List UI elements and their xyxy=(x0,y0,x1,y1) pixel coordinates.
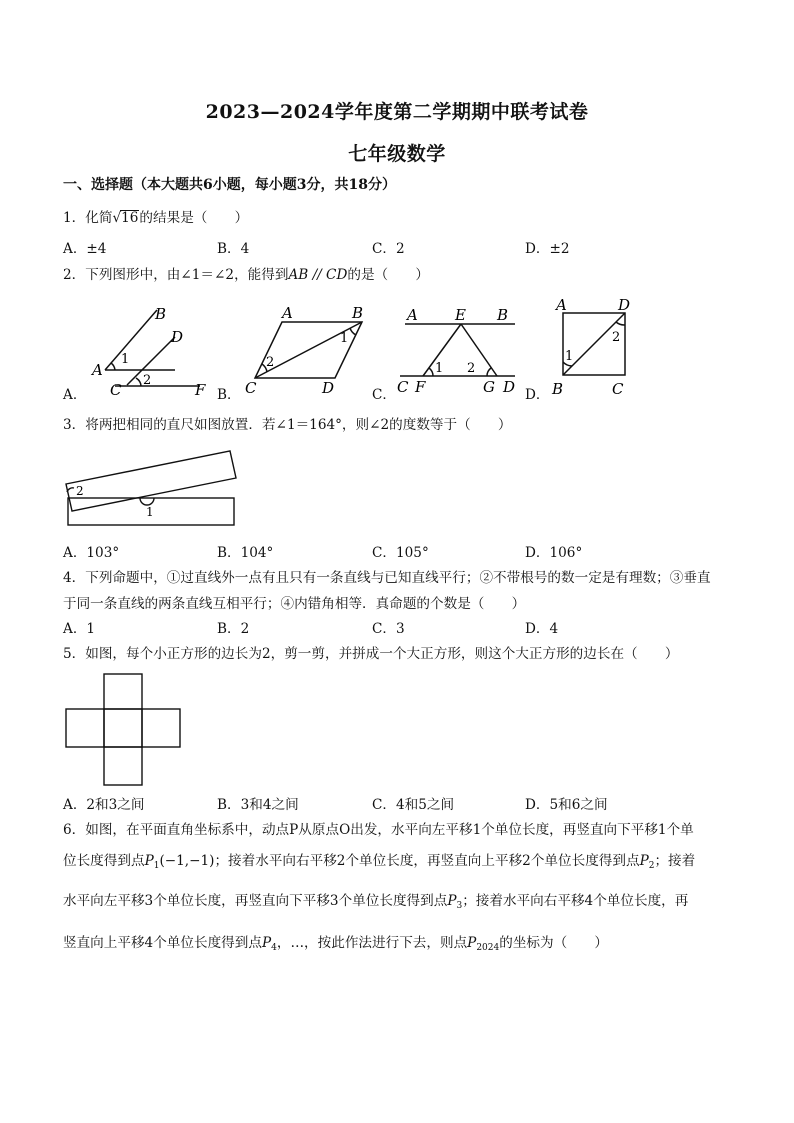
question-2 xyxy=(63,266,429,284)
q3-option-b: B．104° xyxy=(217,545,274,561)
fig-b-angle-1: 1 xyxy=(340,331,349,346)
fig-c-label-e: E xyxy=(455,306,466,324)
q2-figure-d xyxy=(550,296,650,400)
fig-a-label-c: C xyxy=(110,381,122,399)
question-1 xyxy=(63,209,248,227)
q4-option-c: C．3 xyxy=(372,621,405,637)
q3-option-c: C．105° xyxy=(372,545,429,561)
q2-suffix: 的是（ ） xyxy=(347,267,429,283)
q6-point-p1: P xyxy=(144,853,154,869)
fig-a-angle-1: 1 xyxy=(121,352,130,367)
fig-d-angle-1: 1 xyxy=(565,349,574,364)
q6-point-p4-sub: 4 xyxy=(271,943,277,953)
q6-point-p3: P xyxy=(447,893,457,909)
question-5: 5．如图，每个小正方形的边长为2，剪一剪，并拼成一个大正方形，则这个大正方形的边长在（ ） xyxy=(63,646,679,662)
q6-point-p1-coord: (−1,−1) xyxy=(159,853,215,869)
fig-b-label-d: D xyxy=(322,379,335,397)
fig-d-angle-2: 2 xyxy=(612,330,621,345)
q6-point-p2: P xyxy=(639,853,649,869)
q1-option-a: A．±4 xyxy=(63,241,107,257)
fig-c-label-c: C xyxy=(397,378,409,396)
fig-d-label-c: C xyxy=(612,380,624,398)
q6-l4-text-b: ，…，按此作法进行下去，则点 xyxy=(276,935,468,951)
q6-l2-text-a: 位长度得到点 xyxy=(63,853,145,869)
q3-rulers-figure xyxy=(60,446,250,532)
q6-point-p2024: P xyxy=(467,935,477,951)
q2-option-d-label: D． xyxy=(525,387,550,403)
fig-d-label-a: A xyxy=(556,296,567,314)
q3-angle-1: 1 xyxy=(146,505,154,519)
question-6-line-3 xyxy=(63,892,688,915)
fig-a-label-f: F xyxy=(195,381,206,399)
q6-point-p3-sub: 3 xyxy=(456,901,463,911)
sqrt-symbol: √ xyxy=(112,210,122,226)
q4-option-d: D．4 xyxy=(525,621,559,637)
q4-option-b: B．2 xyxy=(217,621,250,637)
question-3: 3．将两把相同的直尺如图放置．若∠1＝164°，则∠2的度数等于（ ） xyxy=(63,417,512,433)
q2-option-a-label: A． xyxy=(63,387,87,403)
q1-radicand: 16 xyxy=(121,210,139,226)
q2-text: 2．下列图形中，由∠1＝∠2，能得到 xyxy=(63,267,289,283)
q5-cross-figure xyxy=(62,670,186,790)
q5-option-a: A．2和3之间 xyxy=(63,797,145,813)
question-6-line-1: 6．如图，在平面直角坐标系中，动点P从原点O出发，水平向左平移1个单位长度，再竖直向下平移1个单 xyxy=(63,822,694,838)
fig-a-label-b: B xyxy=(155,305,167,323)
q6-l3-text-a: 水平向左平移3个单位长度，再竖直向下平移3个单位长度得到点 xyxy=(63,893,448,909)
q6-l4-text-c: 的坐标为（ ） xyxy=(499,935,608,951)
q2-figure-a xyxy=(85,300,215,400)
question-6-line-4 xyxy=(63,934,608,957)
fig-c-label-g: G xyxy=(483,378,495,396)
q6-l4-text-a: 竖直向上平移4个单位长度得到点 xyxy=(63,935,262,951)
question-4-line-1: 4．下列命题中，①过直线外一点有且只有一条直线与已知直线平行；②不带根号的数一定是有理数；③垂直 xyxy=(63,570,711,586)
q6-point-p2-sub: 2 xyxy=(648,861,655,871)
fig-c-angle-1: 1 xyxy=(435,361,444,376)
exam-title: 2023—2024学年度第二学期期中联考试卷 xyxy=(205,101,589,123)
fig-b-label-a: A xyxy=(282,304,293,322)
question-6-line-2 xyxy=(63,852,695,875)
q3-option-d: D．106° xyxy=(525,545,583,561)
fig-c-label-f: F xyxy=(415,378,426,396)
q2-math: AB // CD xyxy=(288,267,348,283)
fig-b-label-b: B xyxy=(352,304,364,322)
q1-option-c: C．2 xyxy=(372,241,405,257)
exam-subtitle: 七年级数学 xyxy=(348,143,446,165)
q1-prefix: 1．化简 xyxy=(63,210,113,226)
fig-a-label-d: D xyxy=(171,328,184,346)
fig-b-angle-2: 2 xyxy=(266,355,275,370)
q3-option-a: A．103° xyxy=(63,545,120,561)
q1-option-d: D．±2 xyxy=(525,241,570,257)
q1-suffix: 的结果是（ ） xyxy=(139,210,249,226)
q6-point-p4: P xyxy=(261,935,272,951)
fig-c-label-a: A xyxy=(407,306,418,324)
q6-l3-text-b: ；接着水平向右平移4个单位长度，再 xyxy=(462,893,689,909)
question-4-line-2: 于同一条直线的两条直线互相平行；④内错角相等．真命题的个数是（ ） xyxy=(63,596,526,612)
q2-figure-b xyxy=(240,300,375,400)
q5-option-b: B．3和4之间 xyxy=(217,797,299,813)
section-heading: 一、选择题（本大题共6小题，每小题3分，共18分） xyxy=(63,177,396,193)
q1-option-b: B．4 xyxy=(217,241,250,257)
q6-point-p1-sub: 1 xyxy=(153,861,160,871)
q6-l2-text-c: ；接着 xyxy=(654,853,696,869)
fig-d-label-d: D xyxy=(618,296,631,314)
fig-a-label-a: A xyxy=(92,361,103,379)
fig-a-angle-2: 2 xyxy=(143,373,152,388)
q2-option-c-label: C． xyxy=(372,387,396,403)
q4-option-a: A．1 xyxy=(63,621,96,637)
q2-option-b-label: B． xyxy=(217,387,241,403)
q6-point-p2024-sub: 2024 xyxy=(476,943,500,953)
fig-c-label-d: D xyxy=(503,378,516,396)
q3-angle-2: 2 xyxy=(76,484,84,498)
q5-option-c: C．4和5之间 xyxy=(372,797,455,813)
q6-l2-text-b: ；接着水平向右平移2个单位长度，再竖直向上平移2个单位长度得到点 xyxy=(214,853,640,869)
q5-option-d: D．5和6之间 xyxy=(525,797,608,813)
fig-b-label-c: C xyxy=(245,379,257,397)
fig-c-angle-2: 2 xyxy=(467,361,476,376)
fig-d-label-b: B xyxy=(552,380,564,398)
fig-c-label-b: B xyxy=(497,306,509,324)
q2-figure-c xyxy=(395,300,530,400)
